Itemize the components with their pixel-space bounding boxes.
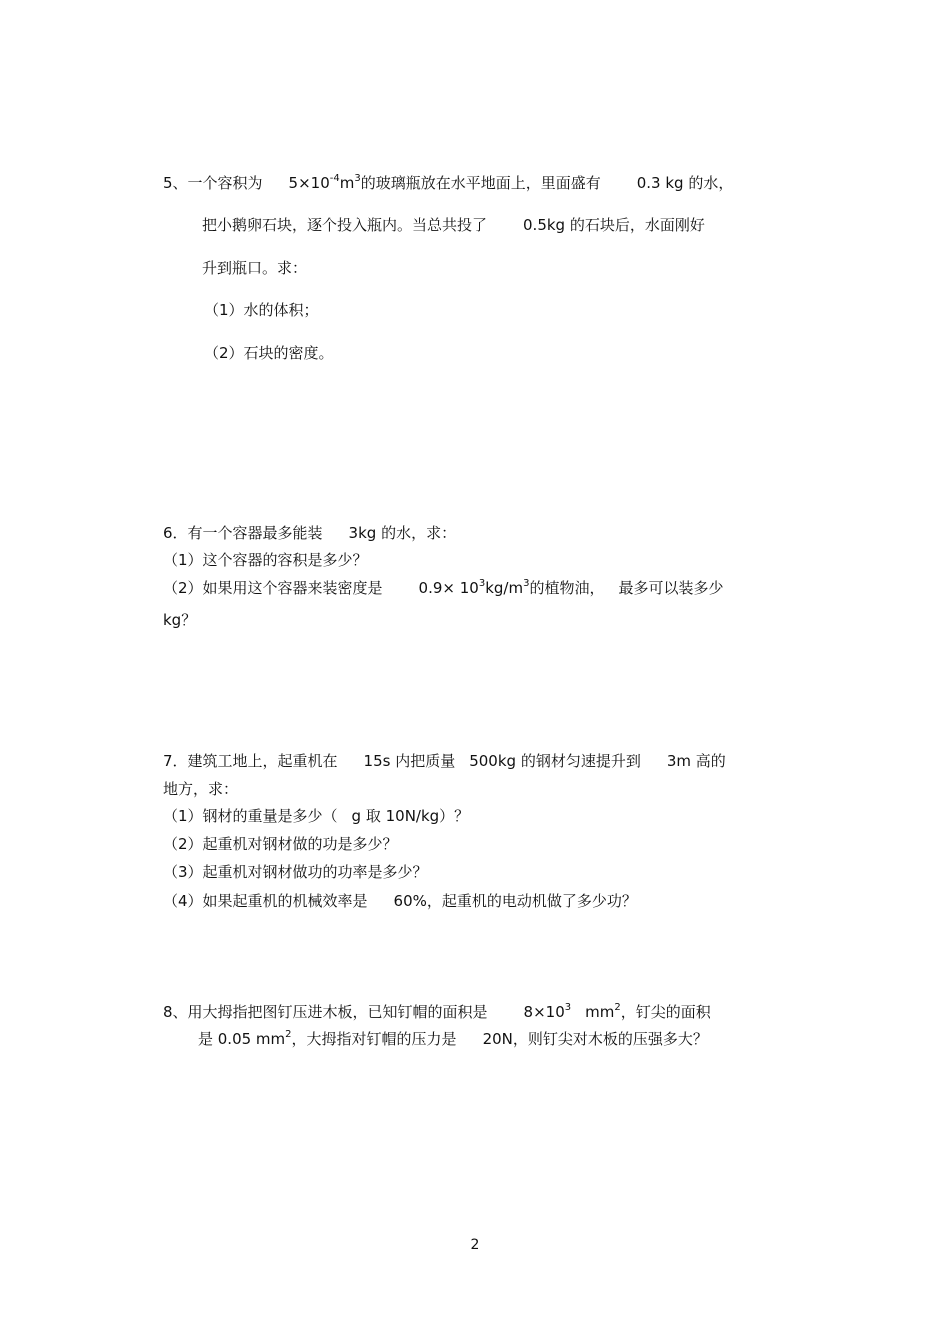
q7-line-2: 地方，求： [163,780,239,798]
q6-text: 最多可以装多少 [618,579,724,597]
q8-text: ，大拇指对钉帽的压力是 [291,1030,457,1048]
q7-part-2: （2）起重机对钢材做的功是多少？ [163,835,398,853]
q6-part-2 [163,578,723,598]
q6-density-value: 0.9× 10 [418,579,479,597]
q8-cap-area-value: 8×10 [523,1003,565,1021]
q5-text: 把小鹅卵石块，逐个投入瓶内。当总共投了 [202,216,488,234]
q6-text: 的植物油， [529,579,605,597]
q5-line-3: 升到瓶口。求： [202,259,308,277]
q6-density-unit-exponent: 3 [523,578,530,589]
q8-cap-area-exponent: 3 [564,1002,572,1013]
q7-height: 3m 高的 [666,752,726,770]
q8-tip-area: 是 0.05 mm [198,1030,286,1048]
q5-volume-value: 5×10 [288,174,330,192]
q8-force: 20N，则钉尖对木板的压强多大？ [482,1030,708,1048]
q8-text: 8、用大拇指把图钉压进木板，已知钉帽的面积是 [163,1003,488,1021]
q5-volume-exponent: -4 [329,173,340,184]
q6-line-1 [163,523,456,543]
q5-water-mass: 0.3 kg 的水， [636,174,734,192]
q7-text: （4）如果起重机的机械效率是 [163,892,368,910]
q6-part-2-continued: kg？ [163,611,197,629]
q5-stone-mass: 0.5kg 的石块后，水面刚好 [523,216,705,234]
q5-volume-unit: m [339,174,355,192]
q5-part-1: （1）水的体积； [204,301,319,319]
q6-part-1: （1）这个容器的容积是多少？ [163,551,368,569]
q7-part-1 [163,806,469,826]
q6-water-mass: 3kg 的水，求： [348,524,457,542]
q8-cap-area-unit-exponent: 2 [614,1002,621,1013]
q8-tip-area-exponent: 2 [285,1029,292,1040]
q5-line-1 [163,173,733,193]
q5-part-2: （2）石块的密度。 [204,344,334,362]
q7-line-1 [163,751,726,771]
q7-part-4 [163,891,637,911]
q5-text: 5、一个容积为 [163,174,263,192]
q5-volume-unit-exponent: 3 [354,173,361,184]
q8-line-2 [198,1029,708,1049]
q5-text: 的玻璃瓶放在水平地面上，里面盛有 [360,174,601,192]
q6-density-exponent: 3 [478,578,486,589]
q8-text: ，钉尖的面积 [620,1003,711,1021]
q8-cap-area-unit: mm [585,1003,615,1021]
q6-text: （2）如果用这个容器来装密度是 [163,579,383,597]
q7-part-3: （3）起重机对钢材做功的功率是多少？ [163,863,428,881]
page-number: 2 [470,1237,480,1253]
q6-density-unit: kg/m [485,579,524,597]
q5-line-2 [202,215,705,235]
q7-efficiency: 60%，起重机的电动机做了多少功？ [393,892,637,910]
q8-line-1 [163,1002,711,1022]
q7-mass: 500kg 的钢材匀速提升到 [469,752,641,770]
q7-time: 15s 内把质量 [363,752,456,770]
q6-text: 6．有一个容器最多能装 [163,524,323,542]
q7-text: 7．建筑工地上，起重机在 [163,752,338,770]
q7-text: （1）钢材的重量是多少（ [163,807,338,825]
q7-gravity: g 取 10N/kg）？ [351,807,470,825]
